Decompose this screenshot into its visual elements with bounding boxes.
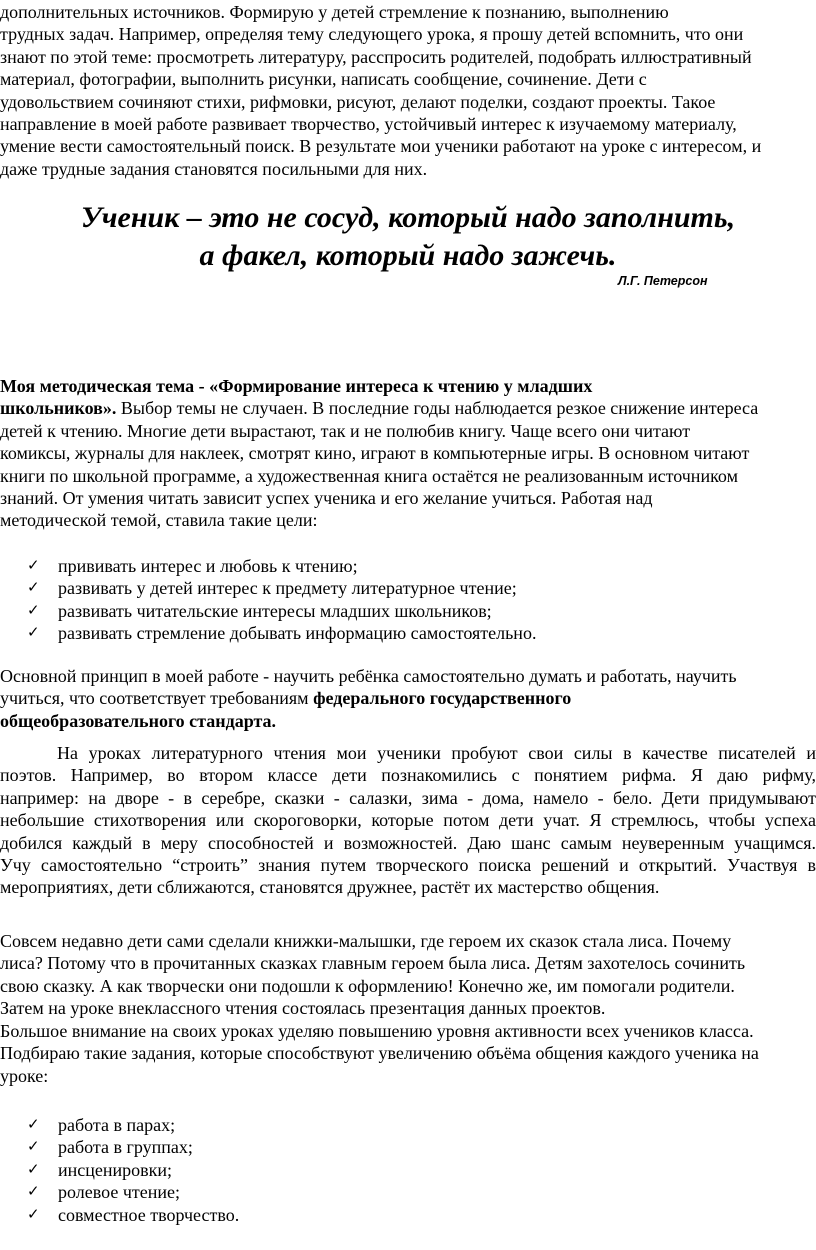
list-item-text: развивать читательские интересы младших школьников;: [58, 600, 492, 621]
list-item: [0, 600, 816, 622]
paragraph-principle: [0, 665, 816, 732]
text-line: поэтов. Например, во втором классе дети познакомились с понятием рифма. Я даю рифму,: [0, 765, 816, 786]
text-line: Основной принцип в моей работе - научить ребёнка самостоятельно думать и работать, научить: [0, 666, 737, 686]
list-item: [0, 1181, 816, 1203]
list-item-text: работа в группах;: [58, 1137, 193, 1158]
text-line: добился каждый в меру способностей и возможностей. Даю шанс самым неуверенным учащимся.: [0, 832, 816, 853]
text-line: книги по школьной программе, а художественная книга остаётся не реализованным источником: [0, 465, 738, 486]
checkmark-icon: ✓: [27, 1139, 40, 1156]
standard-bold: федерального государственного: [313, 688, 572, 709]
list-item-text: развивать у детей интерес к предмету литературное чтение;: [58, 578, 517, 599]
text-line: дополнительных источников. Формирую у детей стремление к познанию, выполнению: [0, 2, 669, 22]
theme-title-end: школьников».: [0, 398, 117, 419]
text-line: направление в моей работе развивает творчество, устойчивый интерес к изучаемому материалу,: [0, 113, 737, 134]
checkmark-icon: ✓: [27, 1184, 40, 1201]
text-line: Подбираю такие задания, которые способствуют увеличению объёма общения каждого ученика на: [0, 1043, 759, 1064]
goals-list: [0, 555, 816, 645]
text-line: мероприятиях, дети сближаются, становятся дружнее, растёт их мастерство общения.: [0, 877, 660, 898]
text-line: умение вести самостоятельный поиск. В результате мои ученики работают на уроке с интересом, и: [0, 136, 762, 157]
checkmark-icon: ✓: [27, 1117, 40, 1133]
text-line: На уроках литературного чтения мои ученики пробуют свои силы в качестве писателей и: [57, 743, 816, 763]
list-item: [0, 622, 816, 644]
list-item-text: совместное творчество.: [58, 1204, 240, 1225]
list-item: [0, 1204, 816, 1226]
paragraph-methodical-theme: [0, 375, 816, 532]
forms-list: [0, 1114, 816, 1226]
standard-bold: общеобразовательного стандарта.: [0, 710, 277, 731]
text-line: методической темой, ставила такие цели:: [0, 510, 318, 531]
paragraph-activity: [0, 1020, 816, 1087]
list-item-text: ролевое чтение;: [58, 1182, 180, 1203]
epigraph-quote: [0, 199, 816, 275]
checkmark-icon: ✓: [27, 1206, 40, 1223]
checkmark-icon: ✓: [27, 625, 40, 642]
text-line: небольшие стихотворения или скороговорки, которые потом дети учат. Я стремлюсь, чтобы успеха: [0, 810, 816, 831]
text-line: Затем на уроке внеклассного чтения состоялась презентация данных проектов.: [0, 998, 606, 1019]
list-item: [0, 555, 816, 577]
text-line: например: на дворе - в серебре, сказки - салазки, зима - дома, намело - бело. Дети придумывают: [0, 787, 816, 808]
theme-title: Моя методическая тема - «Формирование интереса к чтению у младших: [0, 376, 593, 396]
text-line: знаний. От умения читать зависит успех ученика и его желание учиться. Работая над: [0, 487, 653, 508]
text-line: лиса? Потому что в прочитанных сказках главным героем была лиса. Детям захотелось сочинить: [0, 953, 746, 974]
text-line: уроке:: [0, 1065, 49, 1086]
list-item-text: развивать стремление добывать информацию самостоятельно.: [58, 623, 537, 644]
list-item: [0, 1114, 816, 1136]
checkmark-icon: ✓: [27, 602, 40, 619]
checkmark-icon: ✓: [27, 580, 40, 597]
list-item: [0, 577, 816, 599]
quote-line-1: Ученик – это не сосуд, который надо заполнить,: [80, 201, 736, 234]
text-line: свою сказку. А как творчески они подошли к оформлению! Конечно же, им помогали родители.: [0, 975, 735, 996]
quote-line-2: а факел, который надо зажечь.: [199, 239, 617, 272]
text-line: материал, фотографии, выполнить рисунки, написать сообщение, сочинение. Дети с: [0, 69, 647, 90]
text-line: Учу самостоятельно “строить” знания путем творческого поиска решений и открытий. Участвуя в: [0, 854, 816, 875]
list-item: [0, 1136, 816, 1158]
paragraph-lessons: [0, 742, 816, 899]
text-line: комиксы, журналы для наклеек, смотрят кино, играют в компьютерные игры. В основном читают: [0, 443, 750, 464]
text-line: Большое внимание на своих уроках уделяю повышению уровня активности всех учеников класса.: [0, 1021, 754, 1041]
text-line: даже трудные задания становятся посильными для них.: [0, 158, 428, 179]
checkmark-icon: ✓: [27, 558, 40, 574]
list-item-text: инсценировки;: [58, 1159, 173, 1180]
text-line: трудных задач. Например, определяя тему следующего урока, я прошу детей вспомнить, что они: [0, 24, 744, 45]
text-line: удовольствием сочиняют стихи, рифмовки, рисуют, делают поделки, создают проекты. Такое: [0, 91, 716, 112]
quote-author: Л.Г. Петерсон: [618, 274, 708, 288]
list-item-text: прививать интерес и любовь к чтению;: [58, 556, 358, 576]
paragraph-books: [0, 930, 816, 1020]
text: Выбор темы не случаен. В последние годы наблюдается резкое снижение интереса: [116, 398, 759, 419]
paragraph-sources: [0, 1, 816, 180]
text-line: Совсем недавно дети сами сделали книжки-малышки, где героем их сказок стала лиса. Почему: [0, 931, 732, 951]
list-item-text: работа в парах;: [58, 1115, 176, 1135]
text-line: знают по этой теме: просмотреть литературу, расспросить родителей, подобрать иллюстративный: [0, 46, 752, 67]
text-line: детей к чтению. Многие дети вырастают, так и не полюбив книгу. Чаще всего они читают: [0, 420, 691, 441]
text: учиться, что соответствует требованиям: [0, 688, 314, 709]
checkmark-icon: ✓: [27, 1161, 40, 1178]
list-item: [0, 1159, 816, 1181]
